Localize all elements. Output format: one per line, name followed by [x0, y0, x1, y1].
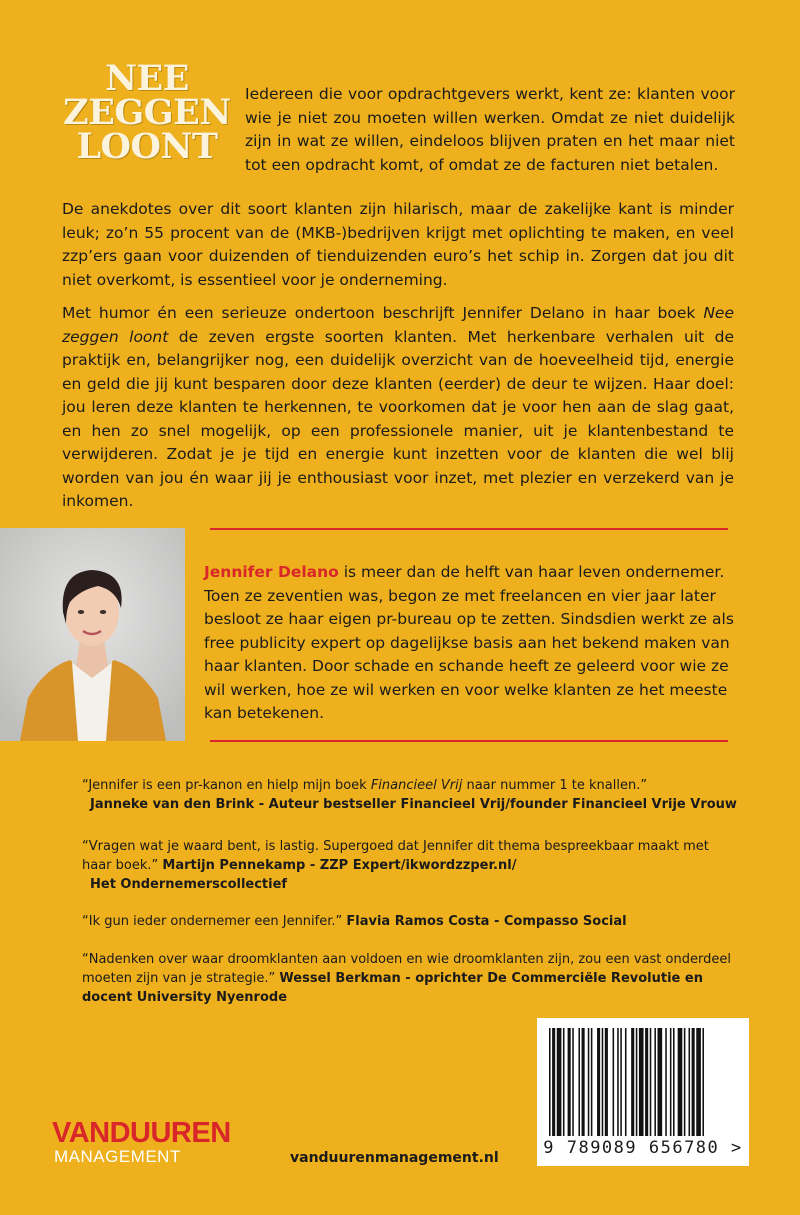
body-paragraph-3	[62, 302, 734, 514]
author-photo	[0, 528, 185, 741]
title-line-3: LOONT	[76, 126, 218, 167]
testimonial-4-source: Wessel Berkman - oprichter De Commerciële Revolutie en docent University Nyenrode	[82, 971, 703, 1005]
testimonial-2	[82, 837, 742, 894]
testimonial-4	[82, 950, 742, 1007]
publisher-logo	[52, 1118, 252, 1166]
para3-book-title: Nee zeggen loont	[62, 304, 734, 346]
author-bio-text: is meer dan de helft van haar leven ondernemer. Toen ze zeventien was, begon ze met freelancen en vier jaar later besloot ze haar eigen pr-bureau op te zetten. Sindsdien werkt ze als free publicity expert op dagelijkse basis aan het bekend maken van haar klanten. Door schade en schande heeft ze geleerd voor wie ze wil werken, hoe ze wil werken en voor welke klanten ze het meeste kan betekenen.	[204, 563, 734, 722]
divider-top	[210, 528, 728, 530]
para3-after: de zeven ergste soorten klanten. Met herkenbare verhalen uit de praktijk en, belangrijker nog, een duidelijk overzicht van de hoeveelheid tijd, energie en geld die jij kunt besparen door deze klanten (eerder) de deur te wijzen. Haar doel: jou leren deze klanten te herkennen, te voorkomen dat je voor hen aan de slag gaat, en hen zo snel mogelijk, op een professionele manier, uit je klantenbestand te verwijderen. Zodat je je tijd en energie kunt inzetten voor de klanten die wel blij worden van jou én waar jij je enthousiast voor inzet, met plezier en verzekerd van je inkomen.	[62, 327, 735, 510]
book-title-logo	[62, 58, 232, 167]
barcode-bars	[537, 1018, 749, 1138]
testimonial-3	[82, 912, 742, 931]
testimonial-4-text: “Nadenken over waar droomklanten aan voldoen en wie droomklanten zijn, zou een vast onderdeel moeten zijn van je strategie.”	[82, 952, 731, 986]
publisher-subtitle: MANAGEMENT	[54, 1147, 181, 1166]
intro-paragraph: Iedereen die voor opdrachtgevers werkt, kent ze: klanten voor wie je niet zou moeten willen werken. Omdat ze niet duidelijk zijn in wat ze willen, eindeloos blijven praten en het maar niet tot een opdracht komt, of omdat ze de facturen niet betalen.	[245, 85, 735, 174]
title-line-2: ZEGGEN	[63, 92, 231, 133]
testimonial-1-book: Financieel Vrij	[370, 778, 463, 793]
testimonial-3-text: “Ik gun ieder ondernemer een Jennifer.”	[82, 914, 347, 929]
publisher-website[interactable]: vanduurenmanagement.nl	[290, 1150, 499, 1166]
testimonial-2-source-line2: Het Ondernemerscollectief	[90, 877, 288, 892]
testimonial-1-before: “Jennifer is een pr-kanon en hielp mijn boek	[82, 778, 371, 793]
isbn-barcode	[537, 1018, 749, 1166]
testimonial-1-after: naar nummer 1 te knallen.”	[462, 778, 648, 793]
testimonial-1	[82, 776, 742, 814]
testimonial-2-source: Martijn Pennekamp - ZZP Expert/ikwordzzper.nl/	[162, 858, 517, 873]
testimonial-3-source: Flavia Ramos Costa - Compasso Social	[346, 914, 627, 929]
testimonial-1-source: Janneke van den Brink - Auteur bestseller Financieel Vrij/founder Financieel Vrije Vrouw	[90, 797, 737, 812]
testimonial-2-text: “Vragen wat je waard bent, is lastig. Supergoed dat Jennifer dit thema bespreekbaar maakt met haar boek.”	[82, 839, 709, 873]
isbn-number: 9 789089 656780 >	[543, 1138, 743, 1158]
body-paragraph-2: De anekdotes over dit soort klanten zijn hilarisch, maar de zakelijke kant is minder leuk; zo’n 55 procent van de (MKB-)bedrijven krijgt met oplichting te maken, en veel zzp’ers gaan voor duizenden of tienduizenden euro’s het schip in. Zorgen dat jou dit niet overkomt, is essentieel voor je onderneming.	[62, 200, 734, 289]
para3-before: Met humor én een serieuze ondertoon beschrijft Jennifer Delano in haar boek	[62, 304, 704, 322]
publisher-name: VANDUUREN	[52, 1117, 231, 1149]
title-line-1: NEE	[105, 58, 189, 99]
divider-bottom	[210, 740, 728, 742]
author-bio	[204, 561, 734, 726]
author-name: Jennifer Delano	[204, 563, 339, 581]
